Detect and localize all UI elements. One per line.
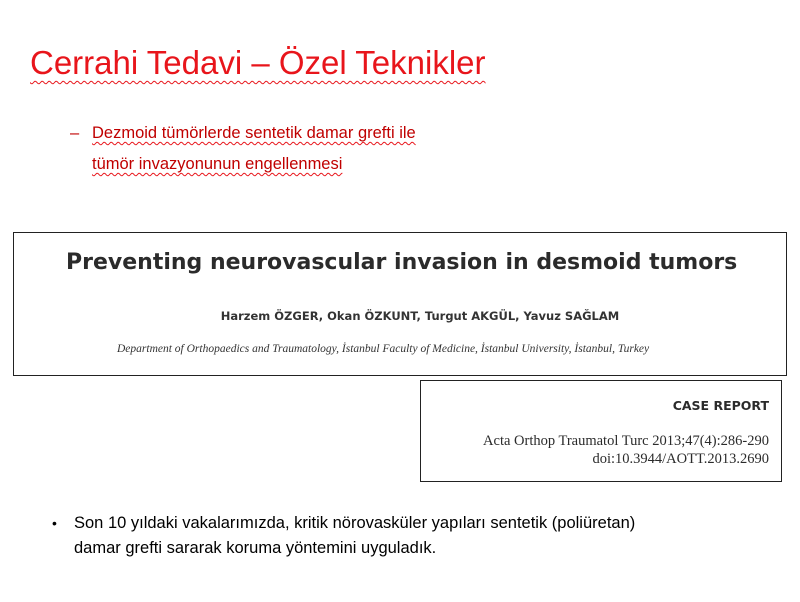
doi: doi:10.3944/AOTT.2013.2690 — [592, 451, 769, 467]
paper-affiliation: Department of Orthopaedics and Traumatology, İstanbul Faculty of Medicine, İstanbul University, İstanbul, Turkey — [117, 343, 650, 355]
case-report-image — [420, 380, 782, 482]
paper-header-image — [13, 232, 787, 376]
citation — [483, 432, 769, 468]
journal-citation: Acta Orthop Traumatol Turc 2013;47(4):286-290 — [483, 433, 769, 449]
main-bullet-line-2: damar grefti sararak koruma yöntemini uyguladık. — [74, 539, 437, 557]
sub-bullet-line-2: tümör invazyonunun engellenmesi — [92, 155, 343, 173]
paper-authors: Harzem ÖZGER, Okan ÖZKUNT, Turgut AKGÜL, Yavuz SAĞLAM — [220, 309, 620, 323]
dash-marker: – — [70, 124, 80, 142]
main-bullet-line-1: Son 10 yıldaki vakalarımızda, kritik nörovasküler yapıları sentetik (poliüretan) — [74, 514, 636, 532]
sub-bullet-line-1: Dezmoid tümörlerde sentetik damar grefti ile — [92, 124, 416, 142]
paper-title: Preventing neurovascular invasion in desmoid tumors — [66, 250, 738, 275]
case-report-label: CASE REPORT — [672, 398, 769, 413]
slide-title: Cerrahi Tedavi – Özel Teknikler — [30, 44, 486, 81]
bullet-marker: • — [52, 515, 57, 531]
sub-bullet — [70, 118, 416, 180]
main-bullet — [52, 511, 635, 561]
